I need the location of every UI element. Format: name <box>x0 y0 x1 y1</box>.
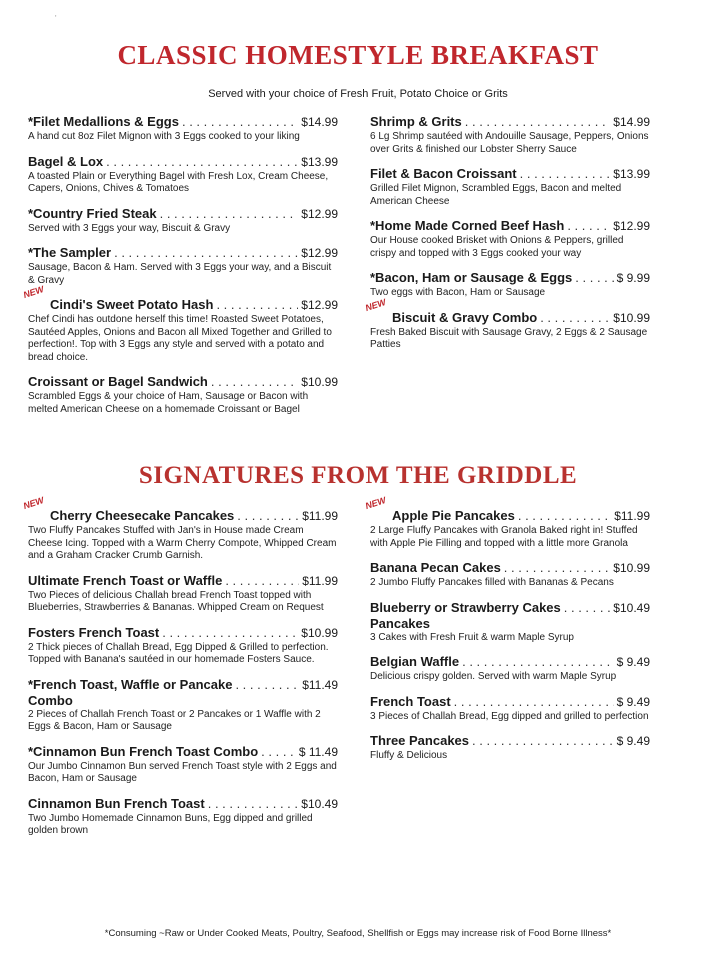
menu-item-price: $11.99 <box>302 573 338 588</box>
menu-item <box>28 744 338 786</box>
menu-item-price: $12.99 <box>301 298 338 312</box>
new-badge: NEW <box>21 495 46 511</box>
dot-leader <box>454 694 614 709</box>
menu-item-description: Two Fluffy Pancakes Stuffed with Jan's in House made Cream Cheese Icing. Topped with a Warm Cherry Compote, Whipped Cream and a Graham Cracker Crumb Garnish. <box>28 525 337 561</box>
dot-leader <box>261 744 296 759</box>
menu-item-header <box>28 114 338 130</box>
menu-item-description: Our Jumbo Cinnamon Bun served French Toast style with 2 Eggs and Bacon, Ham or Sausage <box>28 760 337 784</box>
menu-item <box>363 495 650 550</box>
menu-item-name: Cherry Cheesecake Pancakes <box>50 508 235 523</box>
breakfast-right-column <box>363 114 650 362</box>
menu-item-header <box>28 245 338 261</box>
menu-item <box>28 625 338 667</box>
dot-leader <box>465 114 611 129</box>
dot-leader <box>162 625 298 640</box>
menu-item-description: Fresh Baked Biscuit with Sausage Gravy, 2 Eggs & 2 Sausage Patties <box>370 326 648 350</box>
menu-item <box>21 495 338 563</box>
menu-item-description: 2 Thick pieces of Challah Bread, Egg Dipped & Grilled to perfection. Topped with Banana's sautéed in our homemade Fosters Sauce. <box>28 641 329 665</box>
menu-item-name: Ultimate French Toast or Waffle <box>28 572 223 588</box>
dot-leader <box>106 154 298 169</box>
menu-item <box>28 154 338 196</box>
menu-item <box>370 733 650 763</box>
menu-item <box>28 206 338 236</box>
menu-item <box>370 114 650 156</box>
menu-item-description: Fluffy & Delicious <box>370 750 448 761</box>
menu-item-name: Cinnamon Bun French Toast <box>28 795 205 811</box>
menu-item-price: $ 11.49 <box>298 744 338 759</box>
dot-leader <box>235 677 299 692</box>
menu-item-name: *Cinnamon Bun French Toast Combo <box>28 743 259 759</box>
menu-item <box>370 166 650 208</box>
menu-item-name-continued: Pancakes <box>370 615 430 631</box>
menu-item-description: A hand cut 8oz Filet Mignon with 3 Eggs cooked to your liking <box>28 131 300 142</box>
menu-item-price: $ 9.49 <box>616 734 650 748</box>
menu-item-name: Filet & Bacon Croissant <box>370 166 517 181</box>
dot-leader <box>567 218 610 233</box>
menu-item-header <box>370 508 650 524</box>
menu-item-description: 3 Pieces of Challah Bread, Egg dipped and grilled to perfection <box>370 710 649 722</box>
menu-item-header <box>28 508 338 524</box>
menu-item-description: 2 Pieces of Challah French Toast or 2 Pancakes or 1 Waffle with 2 Eggs & Bacon, Ham or Sausage <box>28 708 321 732</box>
menu-item-price: $13.99 <box>613 167 650 181</box>
menu-item-header <box>370 310 650 326</box>
dot-leader <box>462 654 614 669</box>
menu-item-header <box>28 625 338 641</box>
breakfast-left-column <box>21 114 338 426</box>
dot-leader <box>504 560 611 575</box>
menu-item-price: $13.99 <box>301 154 338 169</box>
dot-leader <box>237 508 299 523</box>
menu-item-header <box>370 166 650 182</box>
new-badge: NEW <box>363 296 388 313</box>
menu-item-description: Two Jumbo Homemade Cinnamon Buns, Egg dipped and grilled golden brown <box>28 812 313 836</box>
dot-leader <box>114 245 298 260</box>
menu-item-name: Bagel & Lox <box>28 153 104 169</box>
menu-item-description: 3 Cakes with Fresh Fruit & warm Maple Syrup <box>370 631 574 643</box>
menu-item-header <box>370 114 650 130</box>
menu-item-name: *Filet Medallions & Eggs <box>28 114 179 129</box>
new-badge: NEW <box>21 284 46 300</box>
menu-item-price: $14.99 <box>301 115 338 129</box>
menu-item-name: Croissant or Bagel Sandwich <box>28 374 208 389</box>
menu-item-name: *Home Made Corned Beef Hash <box>370 218 565 233</box>
menu-item-price: $11.99 <box>302 509 338 523</box>
menu-item-description: 2 Large Fluffy Pancakes with Granola Baked right in! Stuffed with Apple Pie Filling and topped with a little more Granola <box>370 525 638 549</box>
dot-leader <box>160 206 299 221</box>
griddle-right-column <box>363 495 650 773</box>
menu-item-price: $12.99 <box>301 206 338 221</box>
menu-item-description: Sausage, Bacon & Ham. Served with 3 Eggs your way, and a Biscuit & Gravy <box>28 262 332 286</box>
dot-leader <box>564 600 611 615</box>
menu-item-header <box>370 560 650 576</box>
menu-item <box>370 654 650 684</box>
dot-leader <box>208 796 299 811</box>
menu-item-name: Banana Pecan Cakes <box>370 560 501 575</box>
menu-item-header <box>370 218 650 234</box>
menu-item-description: Delicious crispy golden. Served with warm Maple Syrup <box>370 671 617 682</box>
menu-item-name: Apple Pie Pancakes <box>392 508 515 523</box>
menu-item <box>28 374 338 416</box>
menu-item-header <box>28 374 338 390</box>
menu-item-price: $10.99 <box>301 625 338 640</box>
menu-item <box>370 694 650 724</box>
menu-item-description: A toasted Plain or Everything Bagel with Fresh Lox, Cream Cheese, Capers, Onions, Chives & Tomatoes <box>28 170 329 194</box>
menu-item-description: Two eggs with Bacon, Ham or Sausage <box>370 287 546 298</box>
menu-item-price: $ 9.49 <box>616 694 650 709</box>
menu-item-price: $14.99 <box>613 115 650 129</box>
menu-item-name-continued: Combo <box>28 692 73 708</box>
dot-leader <box>518 508 611 523</box>
menu-item-description: Grilled Filet Mignon, Scrambled Eggs, Bacon and melted American Cheese <box>370 183 622 207</box>
griddle-section-title: SIGNATURES FROM THE GRIDDLE <box>138 462 578 489</box>
menu-item-price: $10.49 <box>613 600 650 615</box>
dot-leader <box>540 310 610 325</box>
menu-item-name: Fosters French Toast <box>28 624 160 640</box>
menu-item-price: $ 9.49 <box>616 655 650 669</box>
menu-item-description: Chef Cindi has outdone herself this time! Roasted Sweet Potatoes, Sautéed Apples, Onions and Bacon all Mixed Together and Grilled to perfection!. Top with 3 Eggs any style and served with a potato and bread choice. <box>28 314 332 363</box>
menu-item-price: $ 9.99 <box>616 271 650 285</box>
menu-item-name: Three Pancakes <box>370 733 470 748</box>
menu-item <box>28 245 338 287</box>
menu-item-name: Belgian Waffle <box>370 654 460 669</box>
breakfast-section-title: CLASSIC HOMESTYLE BREAKFAST <box>117 40 599 70</box>
menu-item-name: *Country Fried Steak <box>28 205 157 221</box>
menu-item-header <box>28 154 338 170</box>
menu-item <box>28 573 338 615</box>
menu-item-name: *French Toast, Waffle or Pancake <box>28 676 233 692</box>
menu-item-price: $12.99 <box>301 246 338 260</box>
new-badge: NEW <box>363 495 388 511</box>
menu-item <box>370 218 650 260</box>
menu-item-header <box>28 796 338 812</box>
breakfast-section-subtitle: Served with your choice of Fresh Fruit, Potato Choice or Grits <box>208 88 508 100</box>
dot-leader <box>216 297 298 312</box>
dot-leader <box>472 733 614 748</box>
food-safety-disclaimer: *Consuming ~Raw or Under Cooked Meats, Poultry, Seafood, Shellfish or Eggs may increase risk of Food Borne Illness* <box>104 928 612 939</box>
menu-item <box>28 677 338 734</box>
menu-item-description: Served with 3 Eggs your way, Biscuit & Gravy <box>28 222 231 234</box>
menu-item-name: French Toast <box>370 693 451 709</box>
menu-item-name: Shrimp & Grits <box>370 114 462 129</box>
dot-leader <box>520 166 611 181</box>
menu-item-name: *Bacon, Ham or Sausage & Eggs <box>370 270 573 285</box>
menu-item-description: Scrambled Eggs & your choice of Ham, Sausage or Bacon with melted American Cheese on a homemade Croissant or Bagel <box>28 391 309 415</box>
menu-item-price: $10.99 <box>301 375 338 389</box>
menu-item <box>370 560 650 590</box>
dot-leader <box>182 114 298 129</box>
dot-leader <box>225 573 299 588</box>
menu-item-description: 6 Lg Shrimp sautéed with Andouille Sausage, Peppers, Onions over Grits & finished our Lobster Sherry Sauce <box>370 131 649 155</box>
menu-item-name: Blueberry or Strawberry Cakes <box>370 599 561 615</box>
menu-item-price: $11.99 <box>614 509 650 523</box>
menu-item-header <box>28 297 338 313</box>
menu-item-header <box>370 270 650 286</box>
menu-item <box>28 114 338 144</box>
menu-item <box>370 600 650 645</box>
menu-item-name: *The Sampler <box>28 245 112 260</box>
menu-item-name: Biscuit & Gravy Combo <box>392 309 538 325</box>
stray-mark: ' <box>55 14 57 23</box>
menu-item-name: Cindi's Sweet Potato Hash <box>50 297 214 312</box>
menu-item-price: $11.49 <box>302 677 338 692</box>
menu-item-price: $10.49 <box>301 796 338 811</box>
menu-item-header <box>28 573 338 589</box>
menu-item-header <box>370 733 650 749</box>
menu-item-description: 2 Jumbo Fluffy Pancakes filled with Bananas & Pecans <box>370 577 614 588</box>
menu-item-header <box>28 206 338 222</box>
menu-item-price: $10.99 <box>613 561 650 575</box>
menu-item <box>370 270 650 300</box>
dot-leader <box>575 270 613 285</box>
menu-item-description: Our House cooked Brisket with Onions & Peppers, grilled crispy and topped with 3 Eggs cooked your way <box>370 235 624 259</box>
menu-item <box>28 796 338 838</box>
griddle-left-column <box>21 495 338 848</box>
menu-item <box>363 296 650 352</box>
menu-item-header <box>370 600 650 616</box>
dot-leader <box>211 374 298 389</box>
menu-item-description: Two Pieces of delicious Challah bread French Toast topped with Blueberries, Strawberries & Bananas. Whipped Cream on Request <box>28 589 324 613</box>
menu-item-header <box>28 744 338 760</box>
menu-item-price: $12.99 <box>613 219 650 233</box>
menu-item-header <box>370 694 650 710</box>
menu-item-price: $10.99 <box>613 310 650 325</box>
menu-item <box>21 284 338 364</box>
menu-item-header <box>370 654 650 670</box>
menu-item-header <box>28 677 338 693</box>
